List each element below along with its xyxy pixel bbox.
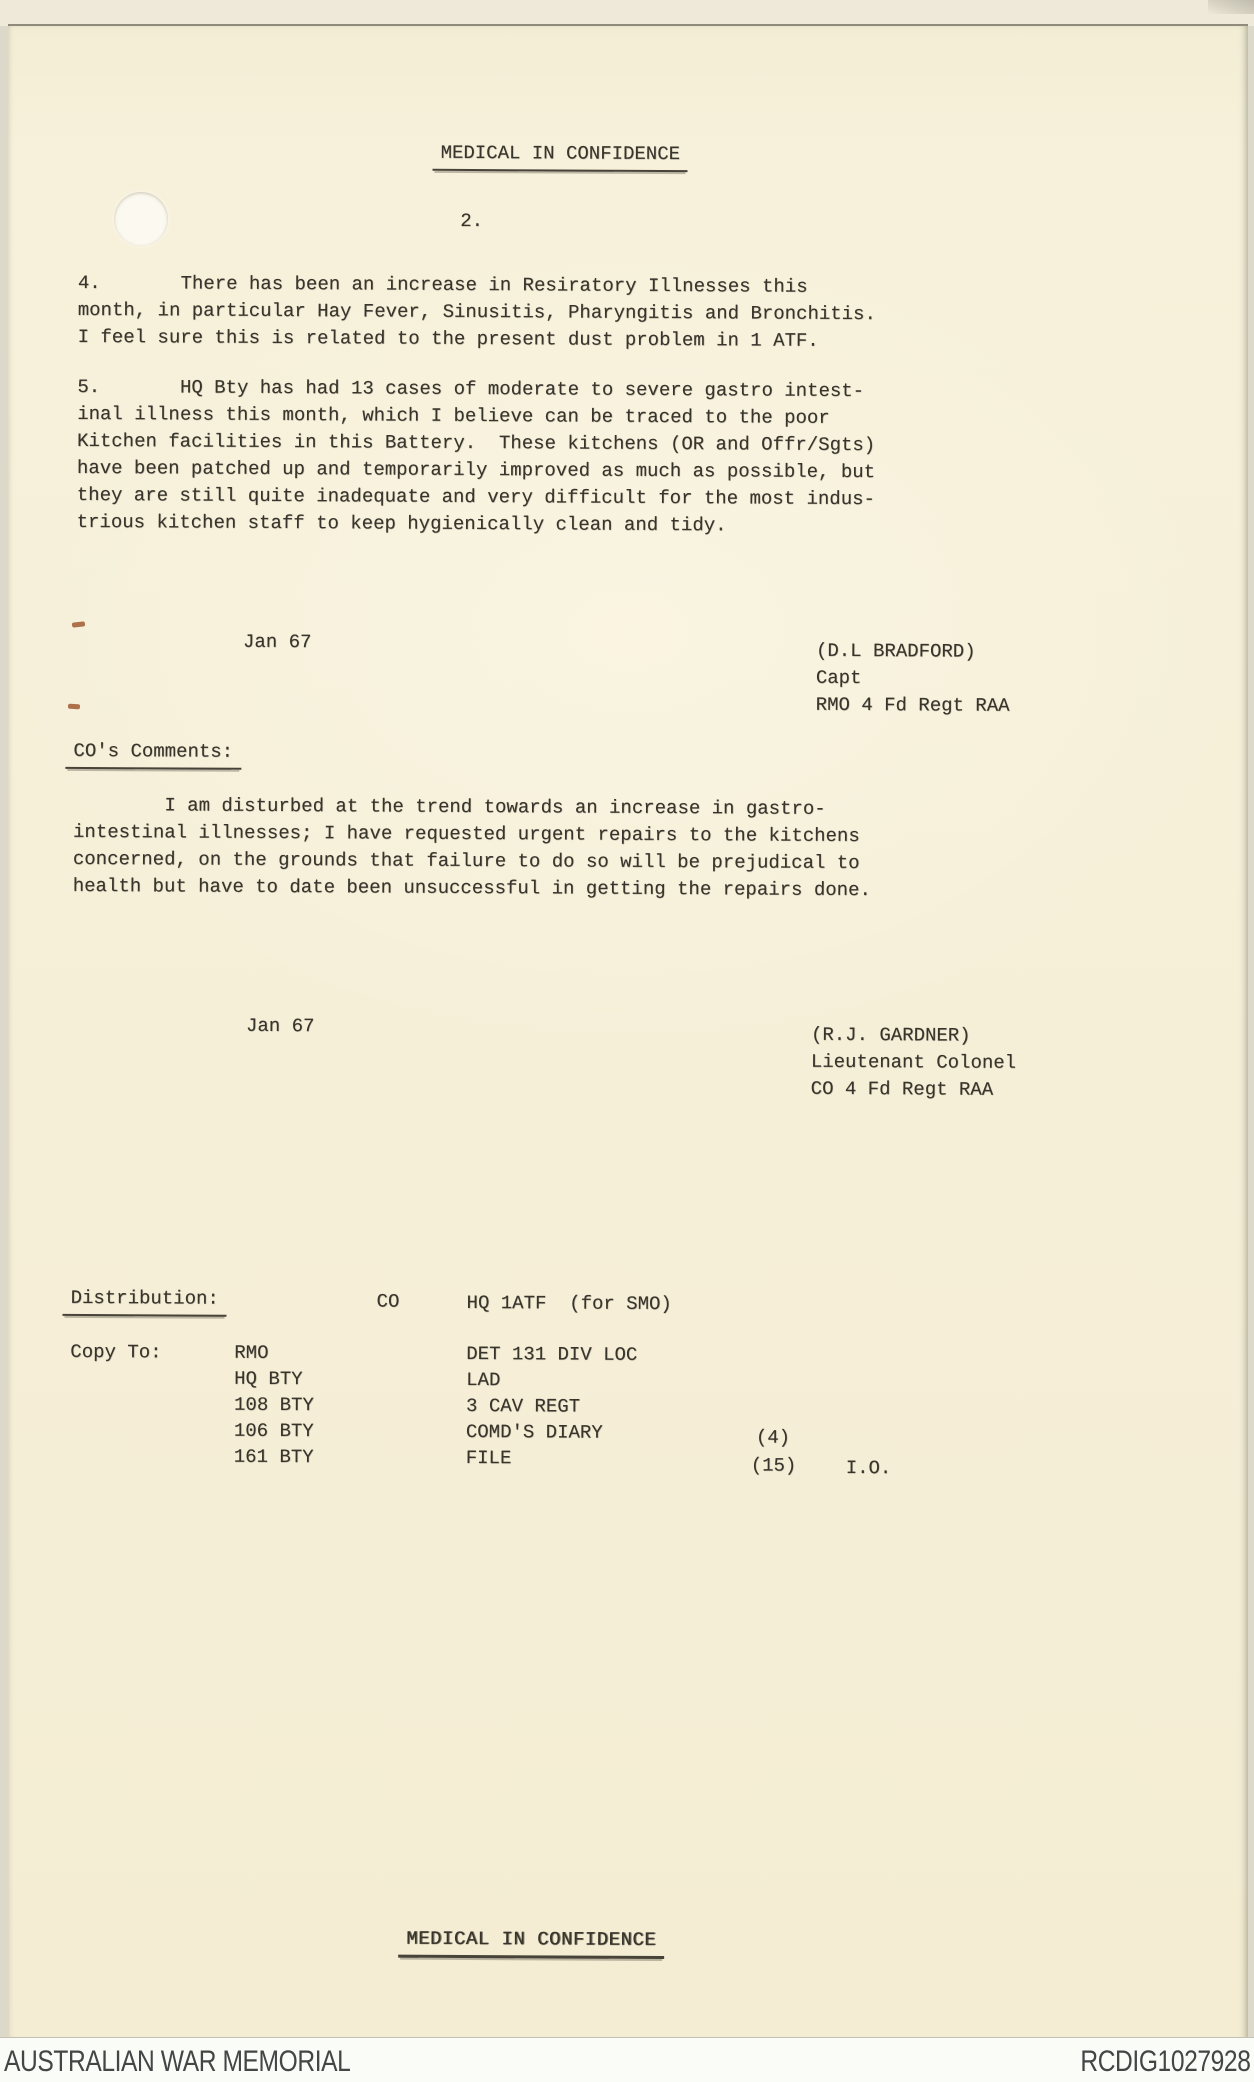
copy-recipient: 3 CAV REGT <box>465 1394 581 1418</box>
classification-header-text: MEDICAL IN CONFIDENCE <box>433 140 689 172</box>
signature1-title: RMO 4 Fd Regt RAA <box>815 693 1010 717</box>
co-comments-paragraph <box>73 792 872 904</box>
typed-content <box>0 26 1249 2046</box>
paragraph-line: month, in particular Hay Fever, Sinusitis, Pharyngitis and Bronchitis. <box>77 298 876 326</box>
archive-record-id: RCDIG1027928 <box>1079 2045 1250 2078</box>
paragraph-line: I feel sure this is related to the present dust problem in 1 ATF. <box>77 325 819 352</box>
scan-corner-shadow <box>1208 0 1254 14</box>
signature1-name: (D.L BRADFORD) <box>815 639 976 663</box>
classification-header <box>441 140 689 172</box>
archive-name: AUSTRALIAN WAR MEMORIAL <box>4 2045 351 2078</box>
copy-to-column1 <box>234 1340 315 1470</box>
paragraph-line: intestinal illnesses; I have requested urgent repairs to the kitchens <box>72 820 860 848</box>
copy-recipient: HQ BTY <box>234 1367 303 1391</box>
copy-recipient: RMO <box>234 1341 269 1364</box>
scan-background-strip <box>0 0 1254 26</box>
copy-recipient: 106 BTY <box>233 1419 314 1443</box>
copy-to-column2 <box>466 1341 638 1472</box>
paragraph-line: 4. There has been an increase in Resiratory Illnesses this <box>77 271 808 298</box>
copy-recipient: 108 BTY <box>233 1393 314 1417</box>
distribution-addressee: CO <box>376 1290 400 1313</box>
classification-footer <box>406 1926 664 1959</box>
signature1-rank: Capt <box>815 666 862 690</box>
copy-count-diary: (4) <box>755 1426 791 1449</box>
paragraph-line: health but have to date been unsuccessful in getting the repairs done. <box>72 874 871 902</box>
co-comments-heading <box>73 738 241 770</box>
paragraph-line: 5. HQ Bty has had 13 cases of moderate to severe gastro intest- <box>77 375 865 403</box>
paragraph-line: have been patched up and temporarily improved as much as possible, but <box>76 456 876 484</box>
paragraph-line: I am disturbed at the trend towards an increase in gastro- <box>73 793 826 820</box>
paragraph-4 <box>78 270 877 355</box>
signature2-rank: Lieutenant Colonel <box>810 1050 1017 1074</box>
signature1-date: Jan 67 <box>242 630 312 654</box>
paragraph-line: inal illness this month, which I believe can be traced to the poor <box>77 402 830 429</box>
paragraph-line: concerned, on the grounds that failure to do so will be prejudical to <box>72 847 860 875</box>
document-page <box>8 24 1248 2040</box>
signature2-name: (R.J. GARDNER) <box>810 1023 971 1047</box>
distribution-destination: HQ 1ATF (for SMO) <box>466 1291 672 1316</box>
copy-recipient: COMD'S DIARY <box>465 1420 603 1444</box>
signature2-block <box>811 1022 1017 1104</box>
distribution-label <box>71 1285 227 1317</box>
co-comments-heading-text: CO's Comments: <box>65 738 241 770</box>
archive-footer-bar <box>0 2037 1254 2082</box>
paragraph-line: trious kitchen staff to keep hygienically clean and tidy. <box>76 510 727 537</box>
page-number: 2. <box>460 209 484 233</box>
copy-recipient: FILE <box>465 1446 512 1470</box>
distribution-initials: I.O. <box>845 1456 892 1480</box>
copy-to-label: Copy To: <box>70 1340 162 1364</box>
signature2-title: CO 4 Fd Regt RAA <box>810 1077 994 1101</box>
distribution-label-text: Distribution: <box>63 1285 227 1317</box>
signature1-block <box>816 638 1010 720</box>
paragraph-line: they are still quite inadequate and very difficult for the most indus- <box>76 483 875 511</box>
paragraph-5 <box>77 374 876 540</box>
paragraph-line: Kitchen facilities in this Battery. These kitchens (OR and Offr/Sgts) <box>77 429 876 457</box>
copy-recipient: DET 131 DIV LOC <box>466 1342 638 1366</box>
copy-recipient: LAD <box>466 1368 501 1392</box>
copy-recipient: 161 BTY <box>233 1445 314 1469</box>
signature2-date: Jan 67 <box>245 1014 315 1038</box>
classification-footer-text: MEDICAL IN CONFIDENCE <box>398 1926 664 1959</box>
copy-count-file: (15) <box>750 1454 797 1477</box>
